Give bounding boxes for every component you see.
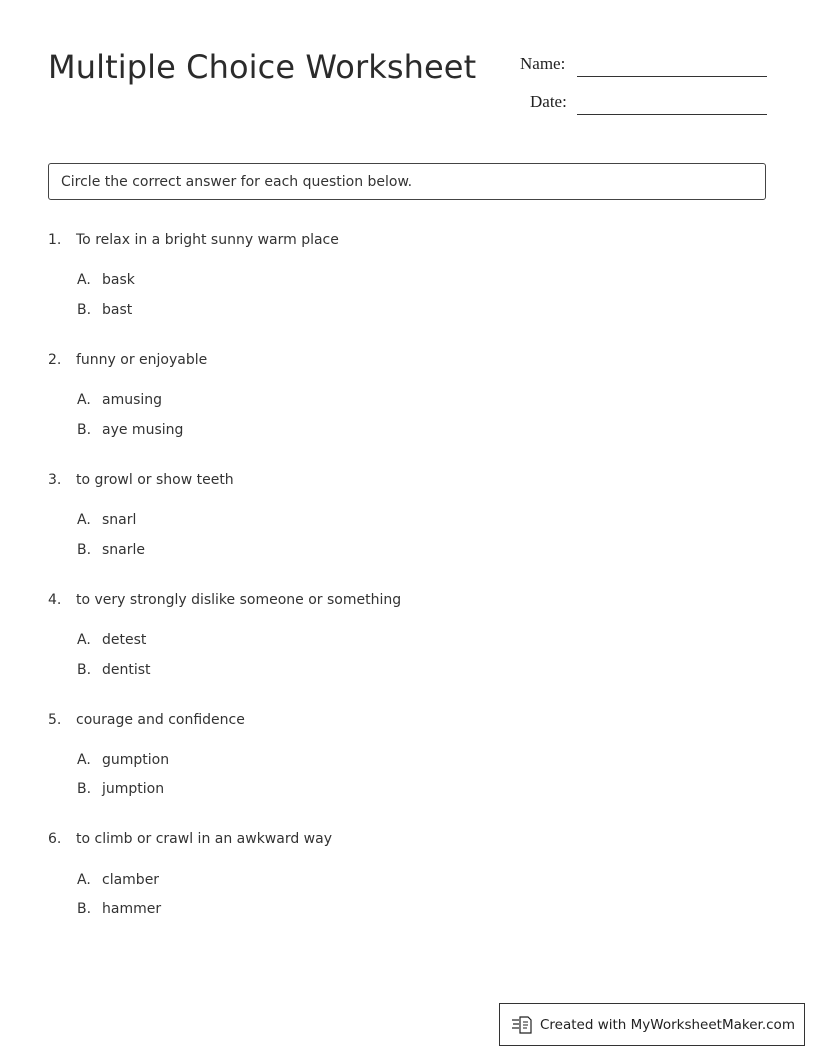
name-label: Name: (520, 54, 566, 73)
question-number: 1. (48, 232, 62, 248)
instructions-text: Circle the correct answer for each question below. (61, 174, 413, 190)
option-letter: A. (77, 632, 91, 648)
option-text: bast (102, 302, 133, 318)
question-text: courage and confidence (76, 712, 245, 728)
worksheet-maker-logo-icon (512, 1016, 532, 1034)
date-label: Date: (530, 92, 567, 111)
worksheet-title: Multiple Choice Worksheet (48, 48, 477, 86)
date-blank-line[interactable] (577, 114, 767, 115)
question-text: to growl or show teeth (76, 472, 234, 488)
option-letter: B. (77, 542, 92, 558)
option-letter: A. (77, 272, 91, 288)
option-text: snarl (102, 512, 137, 528)
question-number: 4. (48, 592, 62, 608)
option-text: gumption (102, 752, 170, 768)
option-letter: B. (77, 901, 92, 917)
footer-credit-text: Created with MyWorksheetMaker.com (540, 1017, 795, 1033)
option-letter: B. (77, 662, 92, 678)
instructions-box (48, 163, 766, 200)
option-text: jumption (102, 781, 165, 797)
question-number: 3. (48, 472, 62, 488)
option-text: detest (102, 632, 147, 648)
question-text: funny or enjoyable (76, 352, 208, 368)
option-text: hammer (102, 901, 162, 917)
name-blank-line[interactable] (577, 76, 767, 77)
option-text: dentist (102, 662, 151, 678)
option-letter: B. (77, 781, 92, 797)
option-text: bask (102, 272, 135, 288)
question-number: 2. (48, 352, 62, 368)
option-letter: A. (77, 872, 91, 888)
option-letter: A. (77, 512, 91, 528)
footer-credit-box[interactable] (499, 1003, 805, 1046)
option-letter: B. (77, 422, 92, 438)
question-number: 5. (48, 712, 62, 728)
question-number: 6. (48, 831, 62, 847)
question-text: To relax in a bright sunny warm place (76, 232, 339, 248)
option-letter: B. (77, 302, 92, 318)
option-text: aye musing (102, 422, 184, 438)
option-text: amusing (102, 392, 163, 408)
option-letter: A. (77, 392, 91, 408)
option-text: clamber (102, 872, 160, 888)
option-text: snarle (102, 542, 146, 558)
question-text: to very strongly dislike someone or something (76, 592, 402, 608)
question-text: to climb or crawl in an awkward way (76, 831, 332, 847)
option-letter: A. (77, 752, 91, 768)
